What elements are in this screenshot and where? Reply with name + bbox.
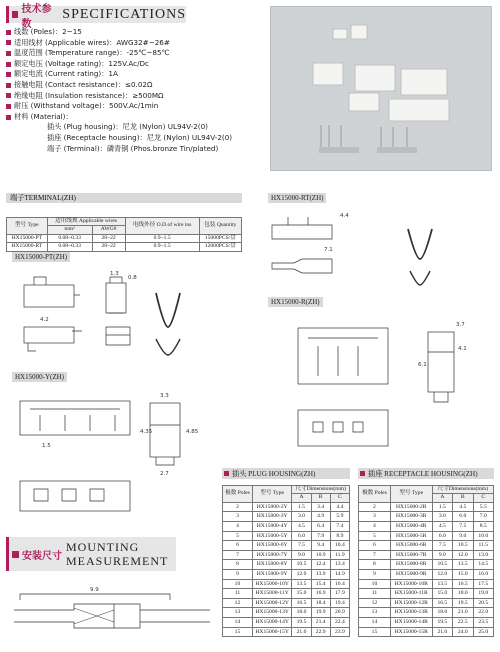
material-item: 插座 (Receptacle housing)：尼龙 (Nylon) UL94V-2(0) [47,132,233,142]
drawing-title-r: HX15000-R(ZH) [268,297,323,307]
y-drawing [10,385,215,530]
svg-text:4.35: 4.35 [140,429,153,435]
receptacle-housing-section [358,468,494,637]
table-row: 2 HX15000-2Y 1.5 3.4 4.4 [223,502,350,512]
bullet-square-icon [12,11,18,18]
table-row: 12 HX15000-12R 16.5 19.5 20.5 [359,598,494,608]
svg-text:4.4: 4.4 [340,213,349,219]
svg-text:4.2: 4.2 [40,317,49,323]
table-row: 10 HX15000-10R 13.5 16.5 17.5 [359,579,494,589]
table-row: 11 HX15000-11R 15.0 18.0 19.0 [359,589,494,599]
bullet-icon [6,83,11,88]
bullet-square-icon [224,471,229,476]
drawing-title-pt: HX15000-PT(ZH) [12,252,70,262]
bullet-icon [6,93,11,98]
spec-item: 额定电压 (Voltage rating)：125V.Ac/Dc [6,59,256,70]
specs-list [6,27,256,154]
table-row: 13 HX15000-13Y 18.0 19.9 20.9 [223,608,350,618]
svg-text:6.1: 6.1 [418,362,427,368]
table-row: 10 HX15000-10Y 13.5 15.4 16.4 [223,579,350,589]
mounting-header [6,537,176,571]
plug-table: 极数 Poles 型号 Type 尺寸Dimensions(mm) A B C 2 HX15000-2Y 1.5 3.4 4.4 3 HX15000-3Y 3.0 4.9 5.9 4 HX15000-4Y 4.5 6.4 7.4 5 HX15000-5Y 6.0 7.9 8.9 6 HX15000-6Y 7.5 9.4 10.4 7 HX15000-7Y 9.0 10.9 11.9 8 HX15000-8Y 10.5 12.4 13.4 9 HX15000-9Y 12.0 13.9 14.9 10 HX15000-10Y 13.5 15.4 16.4 11 HX15000-11Y 15.0 16.9 17.9 12 HX15000-12Y 16.5 18.4 19.4 13 HX15000-13Y 18.0 19.9 20.9 14 HX15000-14Y 19.5 21.4 22.4 15 HX15000-15Y 21.0 22.9 23.9 [222,485,350,637]
svg-text:9.9: 9.9 [90,587,99,593]
table-row: 7 HX15000-7Y 9.0 10.9 11.9 [223,550,350,560]
mounting-drawing [10,580,215,646]
table-row: 13 HX15000-13R 18.0 21.0 22.0 [359,608,494,618]
table-row: HX15000-RT 0.08~0.33 28~22 0.9~1.5 12000PCS/盘 [7,243,242,251]
pt-drawing [10,265,255,365]
spec-item: 温度范围 (Temperature range)：-25℃~85℃ [6,48,256,59]
table-row: 11 HX15000-11Y 15.0 16.9 17.9 [223,589,350,599]
svg-text:1.5: 1.5 [42,443,51,449]
table-row: 5 HX15000-5R 6.0 9.0 10.0 [359,531,494,541]
specs-title-cn: 技术参数 [21,3,52,30]
table-row: 9 HX15000-9Y 12.0 13.9 14.9 [223,569,350,579]
svg-text:3.3: 3.3 [160,393,169,399]
svg-text:3.7: 3.7 [456,322,465,328]
plug-housing-section [222,468,350,637]
bullet-square-icon [360,471,365,476]
material-item: 端子 (Terminal)：磷青铜 (Phos.bronze Tin/plated) [47,143,219,153]
table-row: 15 HX15000-15Y 21.0 22.9 23.9 [223,627,350,637]
terminal-col-qty: 包装 Quantity [199,218,241,235]
rt-drawing [268,205,493,295]
svg-text:4.1: 4.1 [458,346,467,352]
svg-text:0.8: 0.8 [128,275,137,281]
drawing-title-rt: HX15000-RT(ZH) [268,193,326,203]
table-row: 5 HX15000-5Y 6.0 7.9 8.9 [223,531,350,541]
table-row: 8 HX15000-8R 10.5 13.5 14.5 [359,560,494,570]
table-row: 4 HX15000-4Y 4.5 6.4 7.4 [223,522,350,532]
table-row: HX15000-PT 0.08~0.33 28~22 0.9~1.5 15000PCS/盘 [7,234,242,242]
terminal-title: 端子TERMINAL(ZH) [6,193,242,203]
bullet-icon [6,62,11,67]
receptacle-table: 极数 Poles 型号 Type 尺寸Dimensions(mm) A B C 2 HX15000-2R 1.5 4.5 5.5 3 HX15000-3R 3.0 6.0 7.0 4 HX15000-4R 4.5 7.5 8.5 5 HX15000-5R 6.0 9.0 10.0 6 HX15000-6R 7.5 10.5 11.5 7 HX15000-7R 9.0 12.0 13.0 8 HX15000-8R 10.5 13.5 14.5 9 HX15000-9R 12.0 15.0 16.0 10 HX15000-10R 13.5 16.5 17.5 11 HX15000-11R 15.0 18.0 19.0 12 HX15000-12R 16.5 19.5 20.5 13 HX15000-13R 18.0 21.0 22.0 14 HX15000-14R 19.5 22.5 23.5 15 HX15000-15R 21.0 24.0 25.0 [358,485,494,637]
spec-item: 线数 (Poles)：2~15 [6,27,256,38]
spec-item: 耐压 (Withstand voltage)：500V.Ac/1min [6,101,256,112]
spec-item: 额定电流 (Current rating)：1A [6,69,256,80]
bullet-icon [6,72,11,77]
table-row: 2 HX15000-2R 1.5 4.5 5.5 [359,502,494,512]
specs-header [6,3,186,30]
bullet-icon [6,104,11,109]
terminal-col-type: 型号 Type [7,218,48,235]
mounting-title-en2: MEASUREMENT [66,554,169,568]
spec-item: 接触电阻 (Contact resistance)：≤0.02Ω [6,80,256,91]
table-row: 7 HX15000-7R 9.0 12.0 13.0 [359,550,494,560]
table-row: 6 HX15000-6Y 7.5 9.4 10.4 [223,541,350,551]
terminal-col-wires: 适用线规 Applicable wires [47,218,125,226]
table-row: 12 HX15000-12Y 16.5 18.4 19.4 [223,598,350,608]
table-row: 6 HX15000-6R 7.5 10.5 11.5 [359,541,494,551]
plug-housing-header: 插头 PLUG HOUSING(ZH) [222,468,350,479]
svg-text:4.85: 4.85 [186,429,199,435]
material-item: 插头 (Plug housing)：尼龙 (Nylon) UL94V-2(0) [47,122,208,132]
spec-item: 材料 (Material)： [6,112,256,123]
bullet-icon [6,40,11,45]
table-row: 14 HX15000-14Y 19.5 21.4 22.4 [223,617,350,627]
svg-text:2.7: 2.7 [160,471,169,477]
table-row: 4 HX15000-4R 4.5 7.5 8.5 [359,522,494,532]
receptacle-housing-header: 插座 RECEPTACLE HOUSING(ZH) [358,468,494,479]
r-drawing [268,310,493,465]
bullet-icon [6,51,11,56]
drawing-title-y: HX15000-Y(ZH) [12,372,67,382]
connector-photo-icon [271,7,493,172]
terminal-section [6,193,242,252]
bullet-square-icon [12,551,19,558]
mounting-title-en1: MOUNTING [66,540,140,554]
bullet-icon [6,30,11,35]
specs-title-en: SPECIFICATIONS [62,6,186,22]
table-row: 3 HX15000-3Y 3.0 4.9 5.9 [223,512,350,522]
table-row: 9 HX15000-9R 12.0 15.0 16.0 [359,569,494,579]
bullet-icon [6,115,11,120]
product-photo [270,6,492,171]
table-row: 3 HX15000-3R 3.0 6.0 7.0 [359,512,494,522]
mounting-title-cn: 安装尺寸 [22,550,62,562]
spec-item: 适用线材 (Applicable wires)：AWG32#~26# [6,38,256,49]
svg-text:1.3: 1.3 [110,271,119,277]
terminal-col-od: 电线外径 O.D.of wire ins [125,218,199,235]
table-row: 8 HX15000-8Y 10.5 12.4 13.4 [223,560,350,570]
spec-item: 绝缘电阻 (Insulation resistance)：≥500MΩ [6,91,256,102]
table-row: 15 HX15000-15R 21.0 24.0 25.0 [359,627,494,637]
table-row: 14 HX15000-14R 19.5 22.5 23.5 [359,617,494,627]
terminal-table: 型号 Type 适用线规 Applicable wires 电线外径 O.D.of wire ins 包装 Quantity mm² AWG# HX15000-PT 0.08~0.33 28~22 0.9~1.5 15000PCS/盘 HX15000-RT 0.08~0.33 28~22 0.9~1.5 12000PCS/盘 [6,217,242,252]
svg-text:7.1: 7.1 [324,247,333,253]
